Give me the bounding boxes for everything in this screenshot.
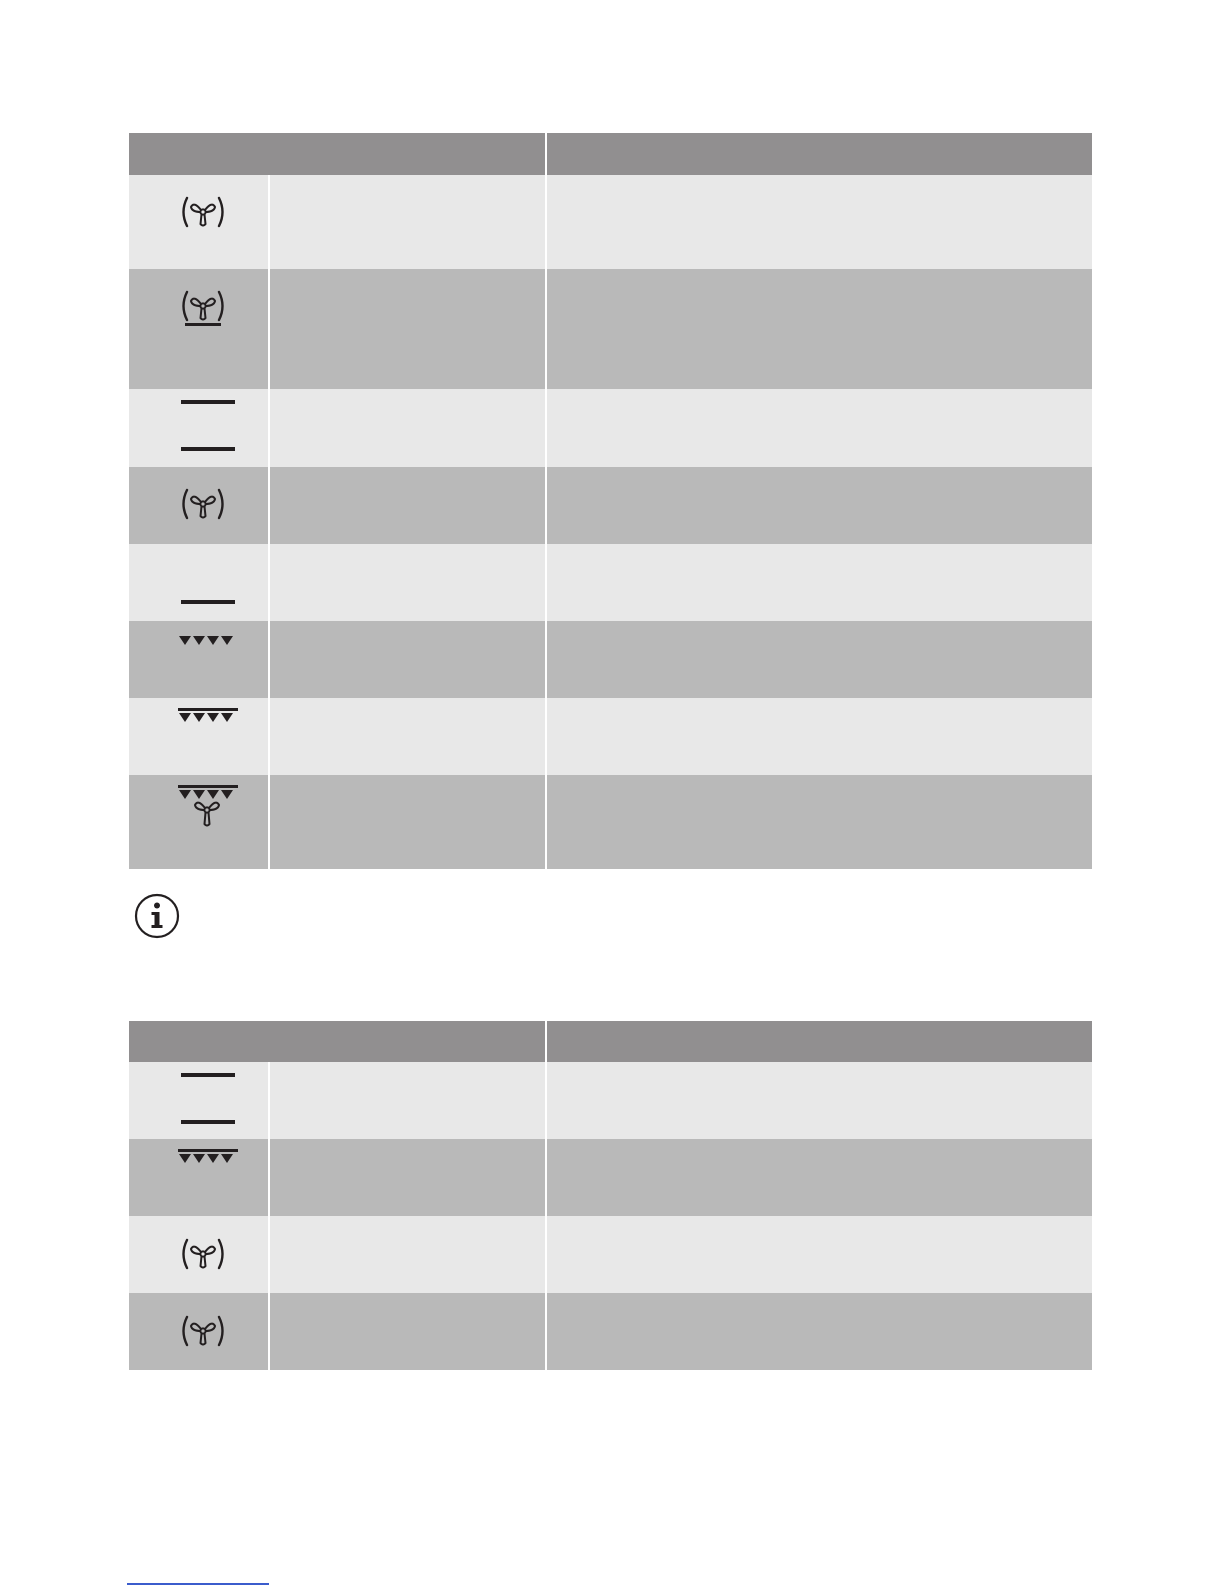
description-cell bbox=[547, 467, 1092, 544]
name-cell bbox=[270, 621, 545, 698]
description-cell bbox=[547, 698, 1092, 775]
name-cell bbox=[270, 698, 545, 775]
grill-icon bbox=[177, 633, 243, 649]
table-row bbox=[129, 698, 1092, 775]
info-icon bbox=[134, 893, 180, 939]
table-row bbox=[129, 1293, 1092, 1370]
description-cell bbox=[547, 389, 1092, 467]
icon-cell bbox=[129, 775, 268, 869]
header-cell-function bbox=[129, 133, 545, 175]
name-cell bbox=[270, 389, 545, 467]
oven-functions-table-2 bbox=[129, 1021, 1092, 1370]
name-cell bbox=[270, 175, 545, 269]
table-row bbox=[129, 544, 1092, 621]
description-cell bbox=[547, 544, 1092, 621]
fan-bottom-heat-icon bbox=[177, 287, 229, 331]
header-cell-application bbox=[547, 133, 1092, 175]
table-row bbox=[129, 1139, 1092, 1216]
turbo-grill-icon bbox=[177, 783, 243, 835]
bottom-heat-icon bbox=[177, 598, 237, 608]
icon-cell bbox=[129, 269, 268, 389]
table-row bbox=[129, 1216, 1092, 1293]
description-cell bbox=[547, 269, 1092, 389]
table-header bbox=[129, 133, 1092, 175]
name-cell bbox=[270, 467, 545, 544]
table-row bbox=[129, 621, 1092, 698]
name-cell bbox=[270, 269, 545, 389]
fan-icon bbox=[177, 485, 229, 525]
icon-cell bbox=[129, 1293, 268, 1370]
fast-grill-icon bbox=[177, 1147, 243, 1167]
table-row bbox=[129, 1062, 1092, 1139]
header-cell-function bbox=[129, 1021, 545, 1062]
top-bottom-heat-icon bbox=[177, 397, 237, 457]
name-cell bbox=[270, 1062, 545, 1139]
icon-cell bbox=[129, 544, 268, 621]
fan-icon bbox=[177, 193, 229, 233]
name-cell bbox=[270, 1139, 545, 1216]
icon-cell bbox=[129, 175, 268, 269]
description-cell bbox=[547, 1139, 1092, 1216]
table-header bbox=[129, 1021, 1092, 1062]
description-cell bbox=[547, 775, 1092, 869]
name-cell bbox=[270, 1216, 545, 1293]
icon-cell bbox=[129, 389, 268, 467]
description-cell bbox=[547, 1293, 1092, 1370]
icon-cell bbox=[129, 698, 268, 775]
name-cell bbox=[270, 1293, 545, 1370]
table-row bbox=[129, 467, 1092, 544]
icon-cell bbox=[129, 1139, 268, 1216]
icon-cell bbox=[129, 1062, 268, 1139]
icon-cell bbox=[129, 1216, 268, 1293]
description-cell bbox=[547, 1062, 1092, 1139]
header-cell-application bbox=[547, 1021, 1092, 1062]
description-cell bbox=[547, 1216, 1092, 1293]
oven-functions-table bbox=[129, 133, 1092, 869]
table-row bbox=[129, 269, 1092, 389]
table-row bbox=[129, 175, 1092, 269]
description-cell bbox=[547, 621, 1092, 698]
table-row bbox=[129, 775, 1092, 869]
icon-cell bbox=[129, 467, 268, 544]
name-cell bbox=[270, 544, 545, 621]
fast-grill-icon bbox=[177, 706, 243, 726]
top-bottom-heat-icon bbox=[177, 1070, 237, 1130]
table-row bbox=[129, 389, 1092, 467]
name-cell bbox=[270, 775, 545, 869]
icon-cell bbox=[129, 621, 268, 698]
fan-icon bbox=[177, 1312, 229, 1352]
description-cell bbox=[547, 175, 1092, 269]
fan-icon bbox=[177, 1235, 229, 1275]
